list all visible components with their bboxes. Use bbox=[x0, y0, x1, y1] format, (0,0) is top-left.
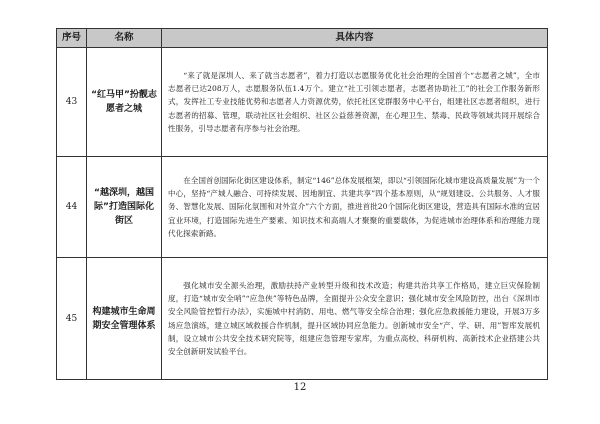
header-name: 名称 bbox=[87, 29, 162, 48]
table-row bbox=[57, 258, 548, 380]
row-content: “来了就是深圳人、来了就当志愿者”，着力打造以志愿服务优化社会治理的全国首个“志愿者之城”，全市志愿者已达208万人，志愿服务队伍1.4万个。建立“社工引领志愿者，志愿者协助社工”的社会工作服务新形式，发挥社工专业技能优势和志愿者人力资源优势，依托社区党群服务中心平台，组建社区志愿者组织，进行志愿者的招募、管理，联动社区社会组织、社区公益慈善资源，在心理卫生、禁毒、民政等领域共同开展综合性服务，引导志愿者有序参与社会治理。 bbox=[162, 48, 548, 157]
row-name: 构建城市生命周期安全管理体系 bbox=[87, 258, 162, 380]
header-seq: 序号 bbox=[57, 29, 87, 48]
row-name: “红马甲”扮靓志愿者之城 bbox=[87, 48, 162, 157]
content-table bbox=[56, 28, 548, 380]
row-content: 在全国首创国际化街区建设体系，制定“146”总体发展框架，即以“引领国际化城市建设高质量发展”为一个中心，坚持“产城人融合、可持续发展、因地制宜、共建共享”四个基本原则，从“规划建设、公共服务、人才服务、智慧化发展、国际化氛围和对外宣介”六个方面，推进首批20个国际化街区建设，营造具有国际水准的宜居宜业环境，打造国际先进生产要素、知识技术和高端人才聚聚的重要载体，为促进城市治理体系和治理能力现代化探索新路。 bbox=[162, 157, 548, 258]
page-number: 12 bbox=[293, 382, 307, 393]
row-name: “越深圳，越国际”打造国际化街区 bbox=[87, 157, 162, 258]
table-header bbox=[57, 29, 548, 48]
table-row bbox=[57, 157, 548, 258]
row-number: 44 bbox=[57, 157, 87, 258]
row-number: 45 bbox=[57, 258, 87, 380]
table-row bbox=[57, 48, 548, 157]
header-content: 具体内容 bbox=[162, 29, 548, 48]
row-number: 43 bbox=[57, 48, 87, 157]
row-content: 强化城市安全源头治理，激励扶持产业转型升级和技术改造；构建共治共享工作格局，建立巨灾保险制度，打造“城市安全哨”“应急侠”等特色品牌，全面提升公众安全意识；强化城市安全风险防控，出台《深圳市安全风险管控暂行办法》，实施城中村消防、用电、燃气等安全综合治理；强化应急救援能力建设，开展3万多场应急演练，建立城区域救援合作机制，提升区域协同应急能力。创新城市安全“产、学、研、用”智库发展机制，设立城市公共安全技术研究院等，组建应急管理专家库，为重点高校、科研机构、高新技术企业搭建公共安全创新研发试验平台。 bbox=[162, 258, 548, 380]
